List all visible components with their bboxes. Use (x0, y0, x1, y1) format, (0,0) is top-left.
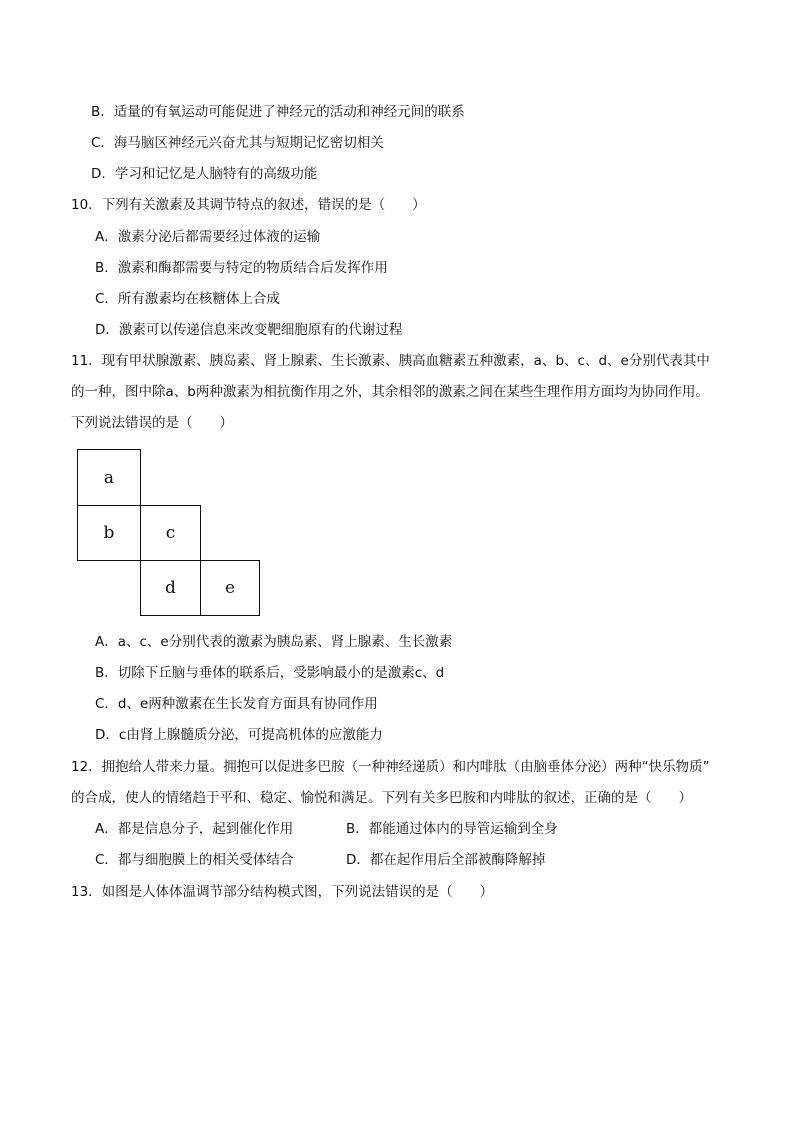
q11-option-b: B．切除下丘脑与垂体的联系后，受影响最小的是激素c、d (95, 665, 445, 681)
q10-option-a: A．激素分泌后都需要经过体液的运输 (95, 229, 321, 245)
q10-stem: 10．下列有关激素及其调节特点的叙述，错误的是（ ） (71, 197, 426, 213)
q12-stem-line1: 12．拥抱给人带来力量。拥抱可以促进多巴胺（一种神经递质）和内啡肽（由脑垂体分泌）两种“快乐物质” (71, 759, 710, 775)
q12-option-d: D．都在起作用后全部被酶降解掉 (346, 852, 546, 868)
q10-option-b: B．激素和酶都需要与特定的物质结合后发挥作用 (95, 260, 388, 276)
q9-option-c: C．海马脑区神经元兴奋尤其与短期记忆密切相关 (91, 135, 384, 151)
q12-option-b: B．都能通过体内的导管运输到全身 (346, 821, 558, 837)
q12-option-a: A．都是信息分子，起到催化作用 (95, 821, 294, 837)
grid-cell-c: c (140, 505, 201, 561)
q11-option-c: C．d、e两种激素在生长发育方面具有协同作用 (95, 696, 378, 712)
q12-stem-line2: 的合成，使人的情绪趋于平和、稳定、愉悦和满足。下列有关多巴胺和内啡肽的叙述，正确的是（ ） (71, 790, 692, 806)
q11-stem-line1: 11．现有甲状腺激素、胰岛素、肾上腺素、生长激素、胰高血糖素五种激素，a、b、c、d、e分别代表其中 (71, 353, 710, 369)
q10-option-d: D．激素可以传递信息来改变靶细胞原有的代谢过程 (95, 322, 403, 338)
q9-option-d: D．学习和记忆是人脑特有的高级功能 (91, 166, 318, 182)
q11-option-d: D．c由肾上腺髓质分泌，可提高机体的应激能力 (95, 727, 383, 743)
q11-stem-line3: 下列说法错误的是（ ） (71, 415, 233, 431)
grid-cell-d: d (140, 560, 201, 616)
grid-cell-b: b (77, 505, 141, 561)
q12-option-c: C．都与细胞膜上的相关受体结合 (95, 852, 294, 868)
q11-stem-line2: 的一种，图中除a、b两种激素为相抗衡作用之外，其余相邻的激素之间在某些生理作用方面均为协同作用。 (71, 384, 709, 400)
grid-cell-e: e (200, 560, 260, 616)
grid-cell-a: a (77, 449, 141, 506)
q13-stem: 13．如图是人体体温调节部分结构模式图，下列说法错误的是（ ） (71, 884, 494, 900)
q10-option-c: C．所有激素均在核糖体上合成 (95, 291, 280, 307)
q11-option-a: A．a、c、e分别代表的激素为胰岛素、肾上腺素、生长激素 (95, 634, 453, 650)
q9-option-b: B．适量的有氧运动可能促进了神经元的活动和神经元间的联系 (91, 104, 465, 120)
